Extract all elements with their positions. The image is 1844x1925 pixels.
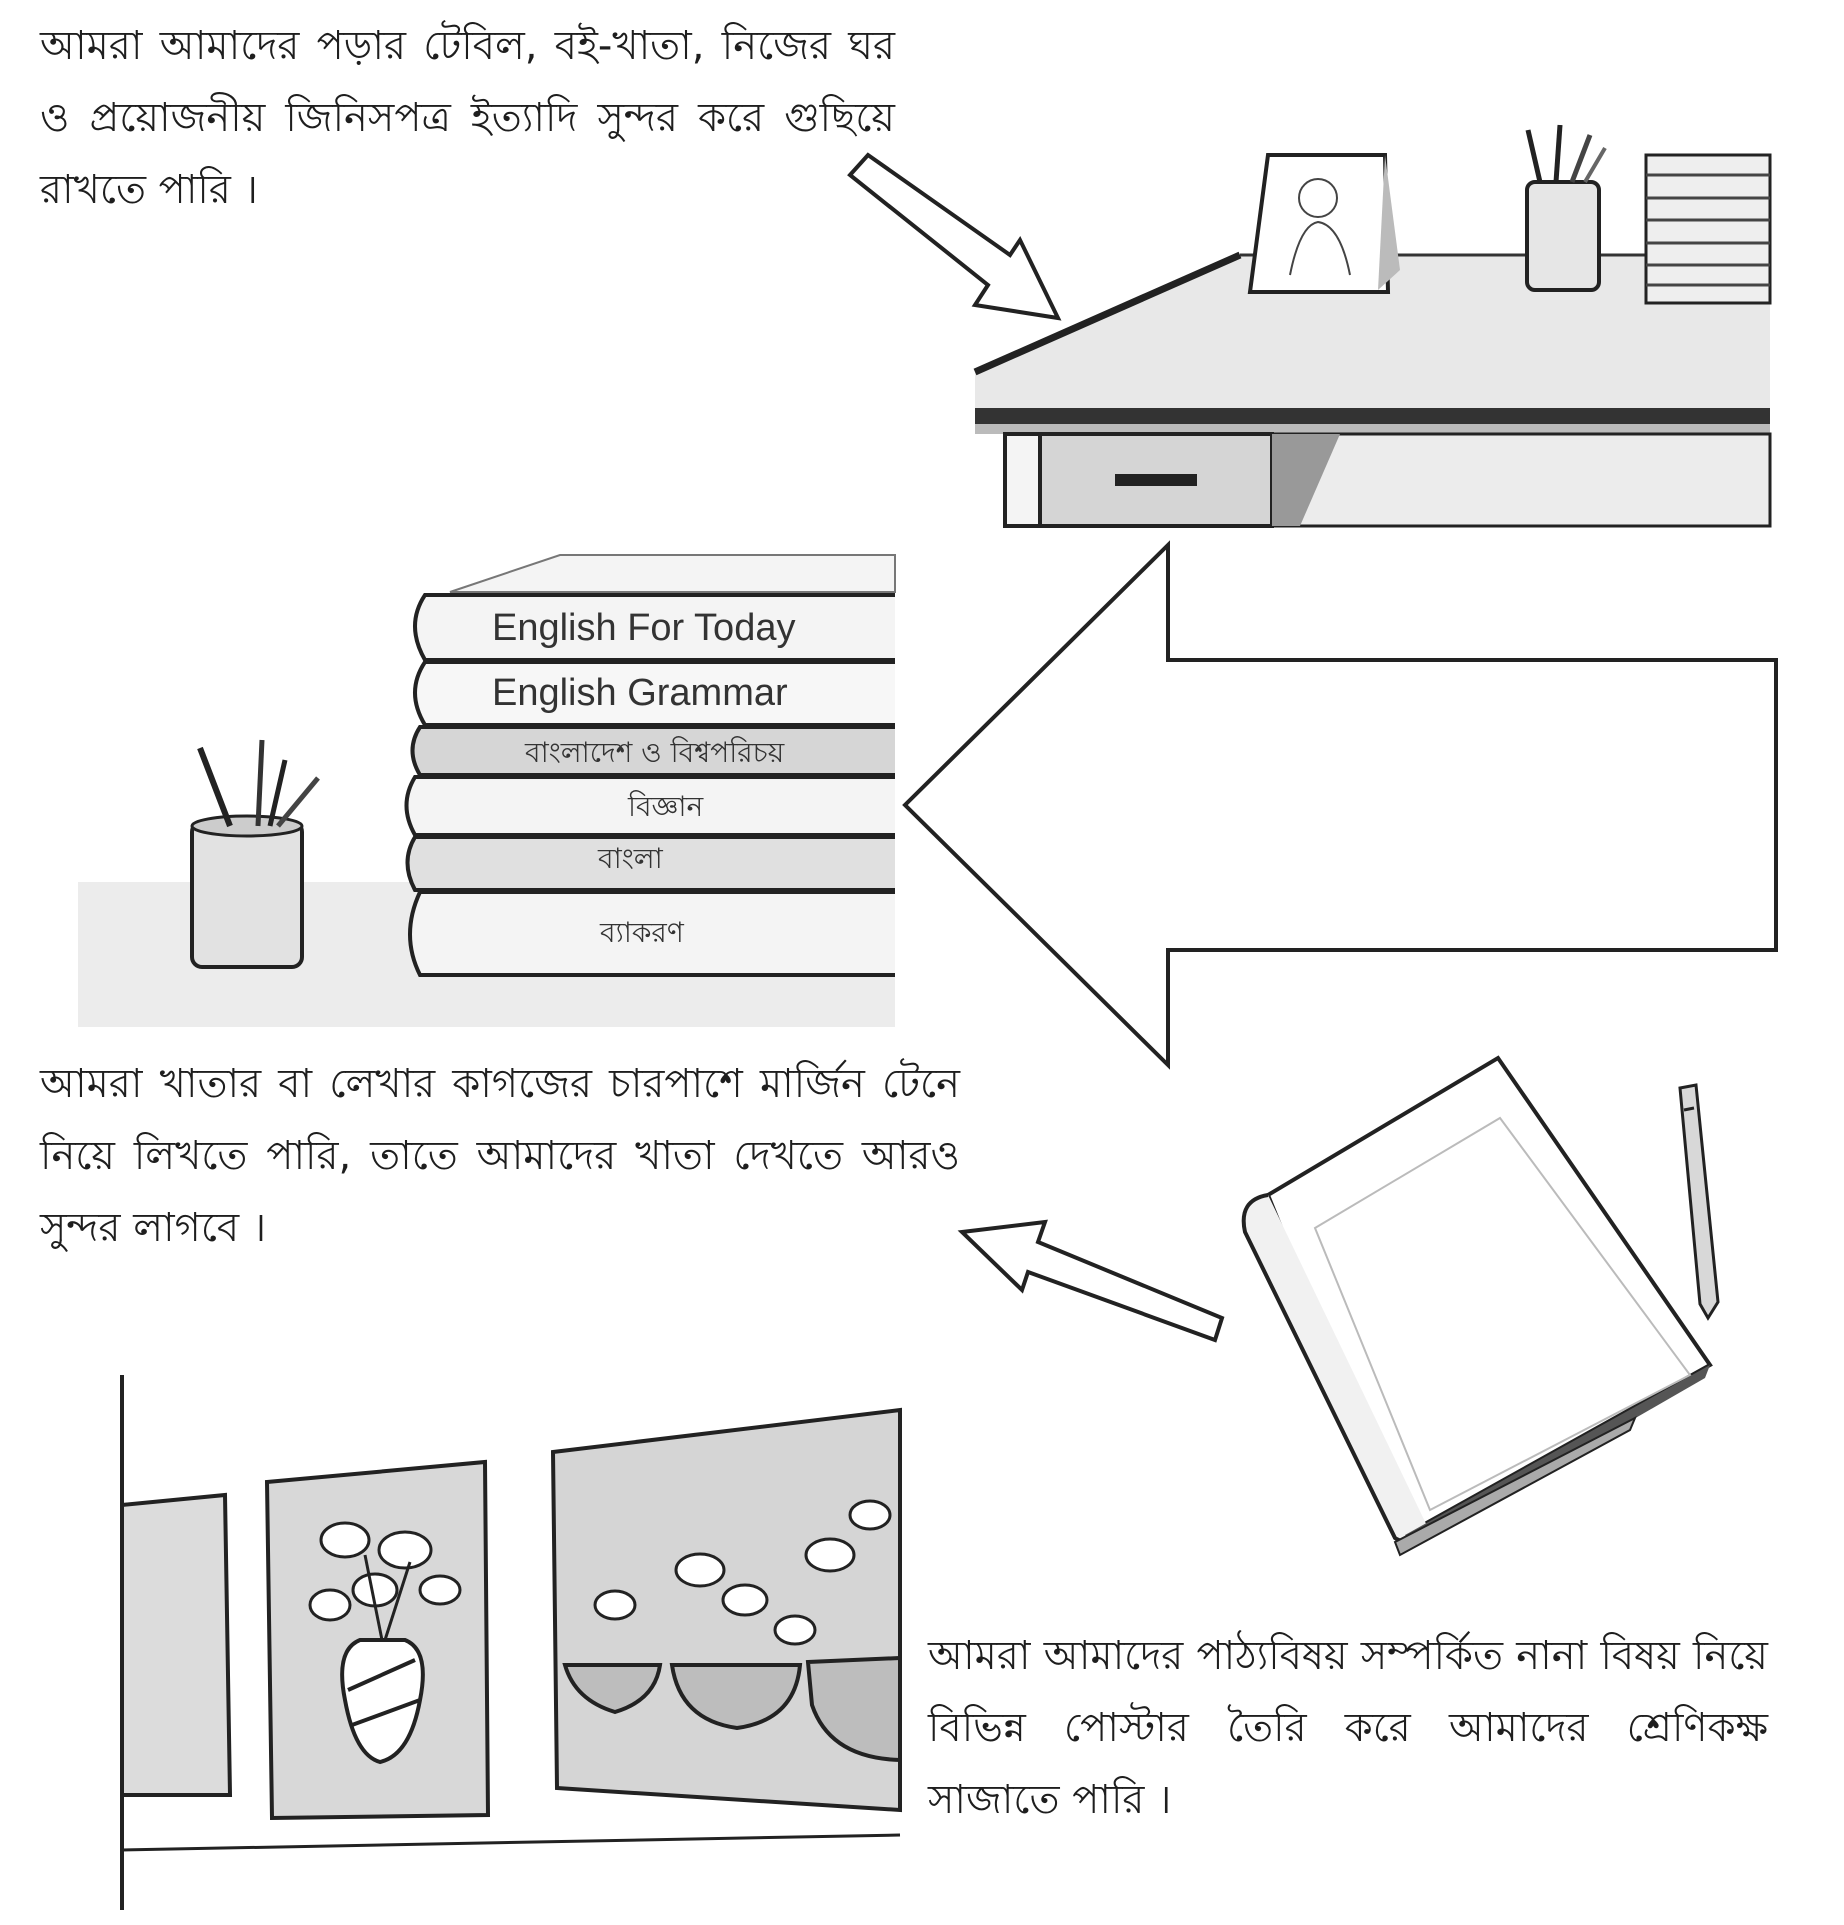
arrow-to-margin-icon [962, 1222, 1222, 1340]
svg-text:English For Today: English For Today [492, 607, 796, 649]
poster-paragraph: আমরা আমাদের পাঠ্যবিষয় সম্পর্কিত নানা বিষয় নিয়ে বিভিন্ন পোস্টার তৈরি করে আমাদের শ্রেণিকক্ষ সাজাতে পারি । [928, 1633, 1768, 1823]
pen-icon [1680, 1085, 1718, 1318]
book-grammar [410, 892, 895, 975]
svg-text:বাংলা: বাংলা [598, 842, 663, 875]
svg-text:বিজ্ঞান: বিজ্ঞান [628, 790, 704, 823]
svg-text:ব্যাকরণ: ব্যাকরণ [600, 916, 684, 949]
book-english-grammar [415, 662, 895, 725]
svg-text:বাংলাদেশ ও বিশ্বপরিচয়: বাংলাদেশ ও বিশ্বপরিচয় [525, 736, 785, 769]
book-science [407, 777, 896, 835]
book-bangla [408, 837, 896, 890]
notebook-illustration [1244, 1058, 1718, 1555]
book-stack-illustration [78, 555, 895, 1027]
arrow-to-desk-icon [850, 155, 1058, 318]
book-english-for-today [415, 595, 895, 660]
poster-wall-illustration [122, 1375, 900, 1910]
svg-text:English Grammar: English Grammar [492, 672, 788, 714]
big-left-arrow-icon [905, 545, 1776, 1065]
book-bangladesh [413, 727, 896, 775]
desk-paragraph: আমরা আমাদের পড়ার টেবিল, বই-খাতা, নিজের ঘর ও প্রয়োজনীয় জিনিসপত্র ইত্যাদি সুন্দর করে গুছিয়ে রাখতে পারি । [40, 23, 895, 213]
margin-paragraph: আমরা খাতার বা লেখার কাগজের চারপাশে মার্জিন টেনে নিয়ে লিখতে পারি, তাতে আমাদের খাতা দেখতে আরও সুন্দর লাগবে । [40, 1061, 960, 1251]
desk-illustration [975, 125, 1770, 526]
